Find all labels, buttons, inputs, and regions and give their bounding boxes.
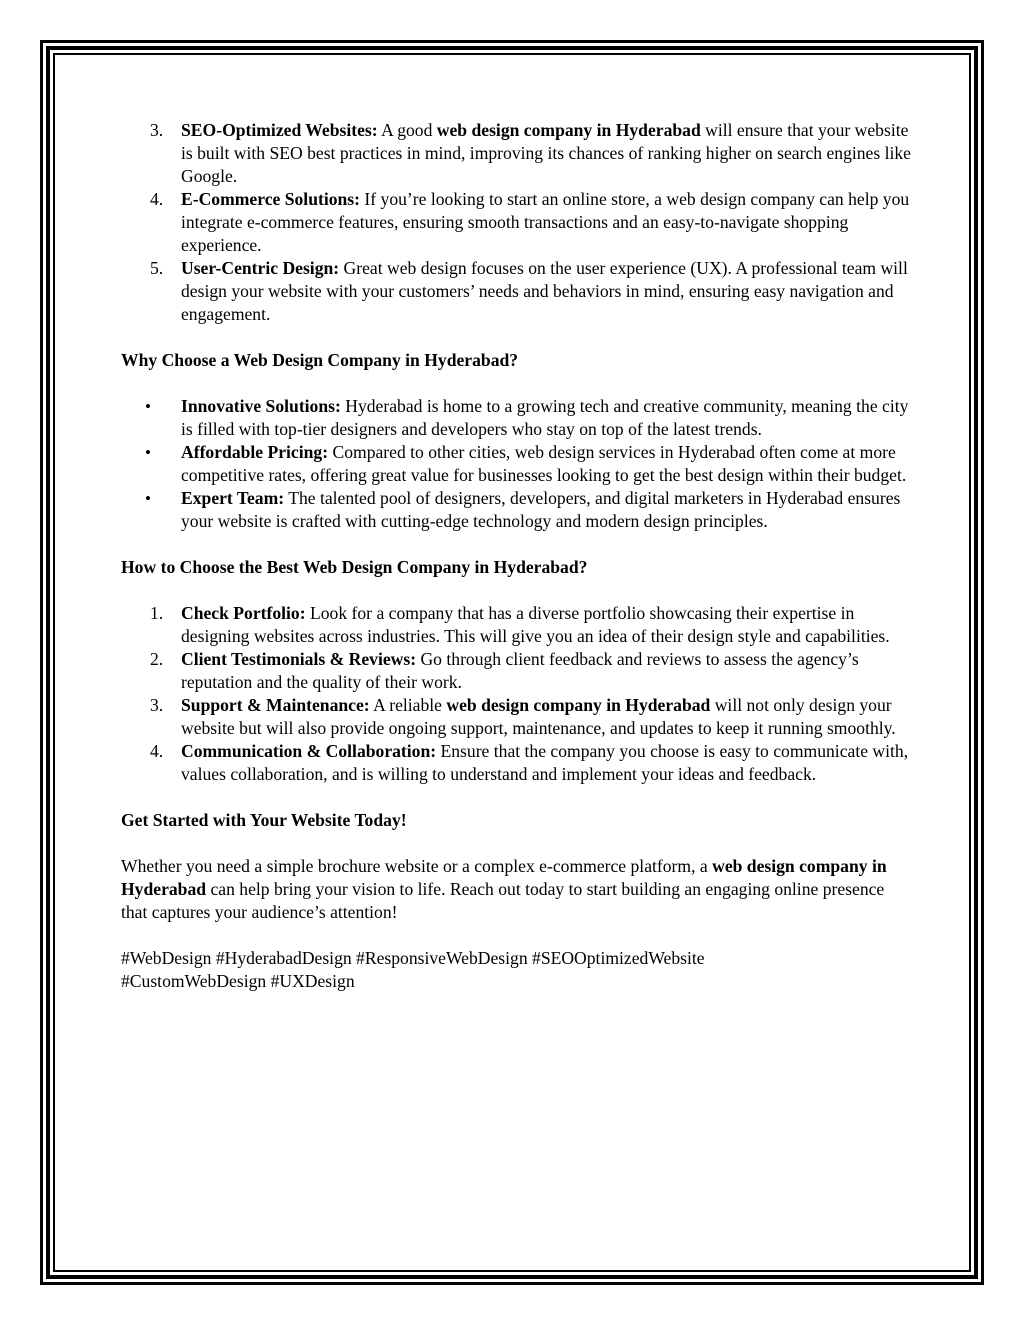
item-title: User-Centric Design: [181,258,340,278]
list-item [121,740,911,786]
bullet-icon: • [145,397,151,416]
hashtags-line-2: #CustomWebDesign #UXDesign [121,971,355,991]
list-number: 2. [150,649,164,669]
item-title: Expert Team: [181,488,285,508]
item-title: Check Portfolio: [181,603,306,623]
how-to-choose-list [121,602,911,786]
item-text: If you’re looking to start an online store, a web design company can help you integrate e-commerce features, ensuring smooth transactions and an easy-to-navigate shopping experience. [181,189,910,255]
item-text: Hyderabad is home to a growing tech and creative community, meaning the city is filled with top-tier designers and developers who stay on top of the latest trends. [181,396,909,439]
item-text: will ensure that your website is built with SEO best practices in mind, improving its chances of ranking higher on search engines like Google. [181,120,911,186]
closing-paragraph [121,855,911,924]
list-number: 4. [150,189,164,209]
document-body [121,119,911,993]
item-title: Client Testimonials & Reviews: [181,649,417,669]
list-item [121,257,911,326]
item-text: Ensure that the company you choose is easy to communicate with, values collaboration, and is willing to understand and implement your ideas and feedback. [181,741,909,784]
item-text: The talented pool of designers, developers, and digital marketers in Hyderabad ensures your website is crafted with cutting-edge technology and modern design principles. [181,488,901,531]
hashtags-line-1: #WebDesign #HyderabadDesign #ResponsiveWebDesign #SEOOptimizedWebsite [121,948,705,968]
list-number: 5. [150,258,164,278]
item-title: E-Commerce Solutions: [181,189,361,209]
item-keyword: web design company in Hyderabad [446,695,711,715]
benefits-list-continued [121,119,911,326]
item-keyword: web design company in Hyderabad [436,120,701,140]
section-heading-get-started: Get Started with Your Website Today! [121,810,407,830]
list-item [121,395,911,441]
bullet-icon: • [145,489,151,508]
list-number: 3. [150,695,164,715]
why-choose-list [121,395,911,533]
section-heading-why: Why Choose a Web Design Company in Hyderabad? [121,350,519,370]
item-text: Compared to other cities, web design services in Hyderabad often come at more competitive rates, offering great value for businesses looking to get the best design within their budget. [181,442,907,485]
item-title: SEO-Optimized Websites: [181,120,378,140]
item-text: Go through client feedback and reviews to assess the agency’s reputation and the quality of their work. [181,649,859,692]
paragraph-text: Whether you need a simple brochure website or a complex e-commerce platform, a [121,856,713,876]
section-heading-how: How to Choose the Best Web Design Company in Hyderabad? [121,557,588,577]
item-title: Affordable Pricing: [181,442,329,462]
list-item [121,487,911,533]
item-text: will not only design your website but will also provide ongoing support, maintenance, and updates to keep it running smoothly. [181,695,896,738]
item-text: Great web design focuses on the user experience (UX). A professional team will design your website with your customers’ needs and behaviors in mind, ensuring easy navigation and engagement. [181,258,908,324]
paragraph-keyword: web design company in Hyderabad [121,856,887,899]
item-text: Look for a company that has a diverse portfolio showcasing their expertise in designing websites across industries. This will give you an idea of their design style and capabilities. [181,603,890,646]
list-item [121,602,911,648]
list-item [121,188,911,257]
item-title: Communication & Collaboration: [181,741,437,761]
hashtags [121,947,911,993]
list-item [121,119,911,188]
list-item [121,648,911,694]
item-title: Support & Maintenance: [181,695,370,715]
list-item [121,441,911,487]
item-text: A good [377,120,437,140]
list-item [121,694,911,740]
list-number: 4. [150,741,164,761]
paragraph-text: can help bring your vision to life. Reach out today to start building an engaging online presence that captures your audience’s attention! [121,879,885,922]
list-number: 3. [150,120,164,140]
bullet-icon: • [145,443,151,462]
item-title: Innovative Solutions: [181,396,341,416]
list-number: 1. [150,603,164,623]
item-text: A reliable [369,695,447,715]
